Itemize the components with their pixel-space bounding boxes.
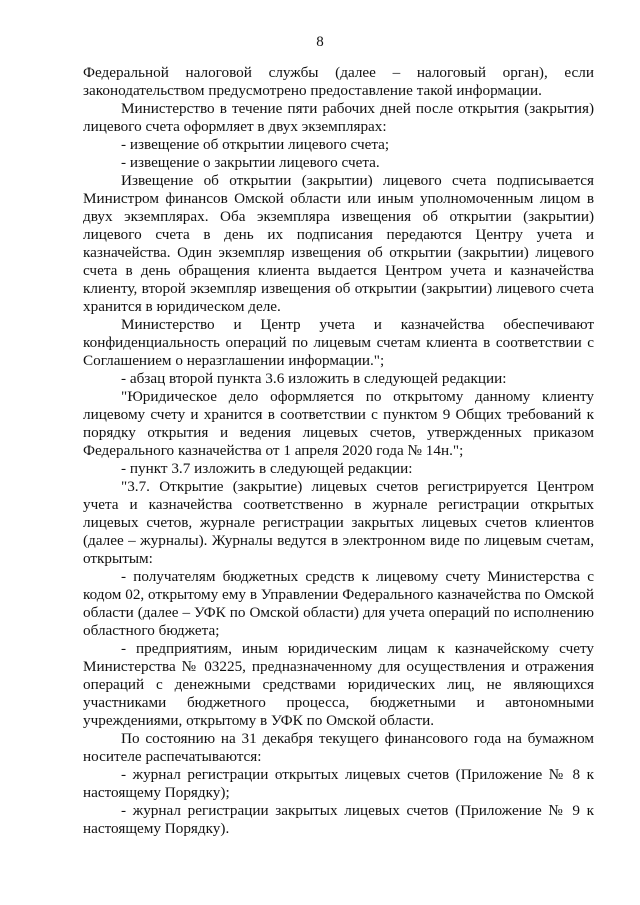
paragraph-legal-file: "Юридическое дело оформляется по открытому данному клиенту лицевому счету и хранится в соответствии с пунктом 9 Общих требований к порядку открытия и ведения лицевых счетов, утвержденных приказом Федерального казначейства от 1 апреля 2020 года № 14н.";: [83, 388, 594, 459]
paragraph-clause-3-7: "3.7. Открытие (закрытие) лицевых счетов регистрируется Центром учета и казначейства соответственно в журнале регистрации открытых лицевых счетов, журнале регистрации закрытых лицевых счетов клиентов (далее – журналы). Журналы ведутся в электронном виде по лицевым счетам, открытым:: [83, 478, 594, 567]
list-item-closed-accounts-journal: - журнал регистрации закрытых лицевых счетов (Приложение № 9 к настоящему Порядку).: [83, 802, 594, 837]
document-body: [83, 64, 594, 838]
paragraph-confidentiality: Министерство и Центр учета и казначейства обеспечивают конфиденциальность операций по лицевым счетам клиента в соответствии с Соглашением о неразглашении информации.";: [83, 316, 594, 369]
list-item-closing-notice: - извещение о закрытии лицевого счета.: [121, 154, 380, 171]
page-number: 8: [316, 34, 324, 50]
list-item-enterprises: - предприятиям, иным юридическим лицам к казначейскому счету Министерства № 03225, предназначенному для осуществления и отражения операций с денежными средствами юридических лиц, не являющихся участниками бюджетного процесса, бюджетными и автономными учреждениями, открытому в УФК по Омской области.: [83, 640, 594, 729]
paragraph-clause-3-7-intro: - пункт 3.7 изложить в следующей редакции:: [121, 460, 413, 477]
paragraph-notice-signing: Извещение об открытии (закрытии) лицевого счета подписывается Министром финансов Омской области или иным уполномоченным лицом в двух экземплярах. Оба экземпляра извещения об открытии (закрытии) лицевого счета в день их подписания передаются Центру учета и казначейства. Один экземпляр извещения об открытии (закрытии) лицевого счета в день обращения клиента выдается Центром учета и казначейства клиенту, второй экземпляр извещения об открытии (закрытии) лицевого счета хранится в юридическом деле.: [83, 172, 594, 315]
list-item-budget-recipients: - получателям бюджетных средств к лицевому счету Министерства с кодом 02, открытому ему в Управлении Федерального казначейства по Омской области (далее – УФК по Омской области) для учета операций по исполнению областного бюджета;: [83, 568, 594, 639]
paragraph-clause-3-6-intro: - абзац второй пункта 3.6 изложить в следующей редакции:: [121, 370, 507, 387]
list-item-opening-notice: - извещение об открытии лицевого счета;: [121, 136, 390, 153]
paragraph-year-end-printing: По состоянию на 31 декабря текущего финансового года на бумажном носителе распечатываются:: [83, 730, 594, 765]
paragraph-tax-service: Федеральной налоговой службы (далее – налоговый орган), если законодательством предусмотрено предоставление такой информации.: [83, 64, 594, 99]
list-item-open-accounts-journal: - журнал регистрации открытых лицевых счетов (Приложение № 8 к настоящему Порядку);: [83, 766, 594, 801]
paragraph-ministry-notices: Министерство в течение пяти рабочих дней после открытия (закрытия) лицевого счета оформляет в двух экземплярах:: [83, 100, 594, 135]
